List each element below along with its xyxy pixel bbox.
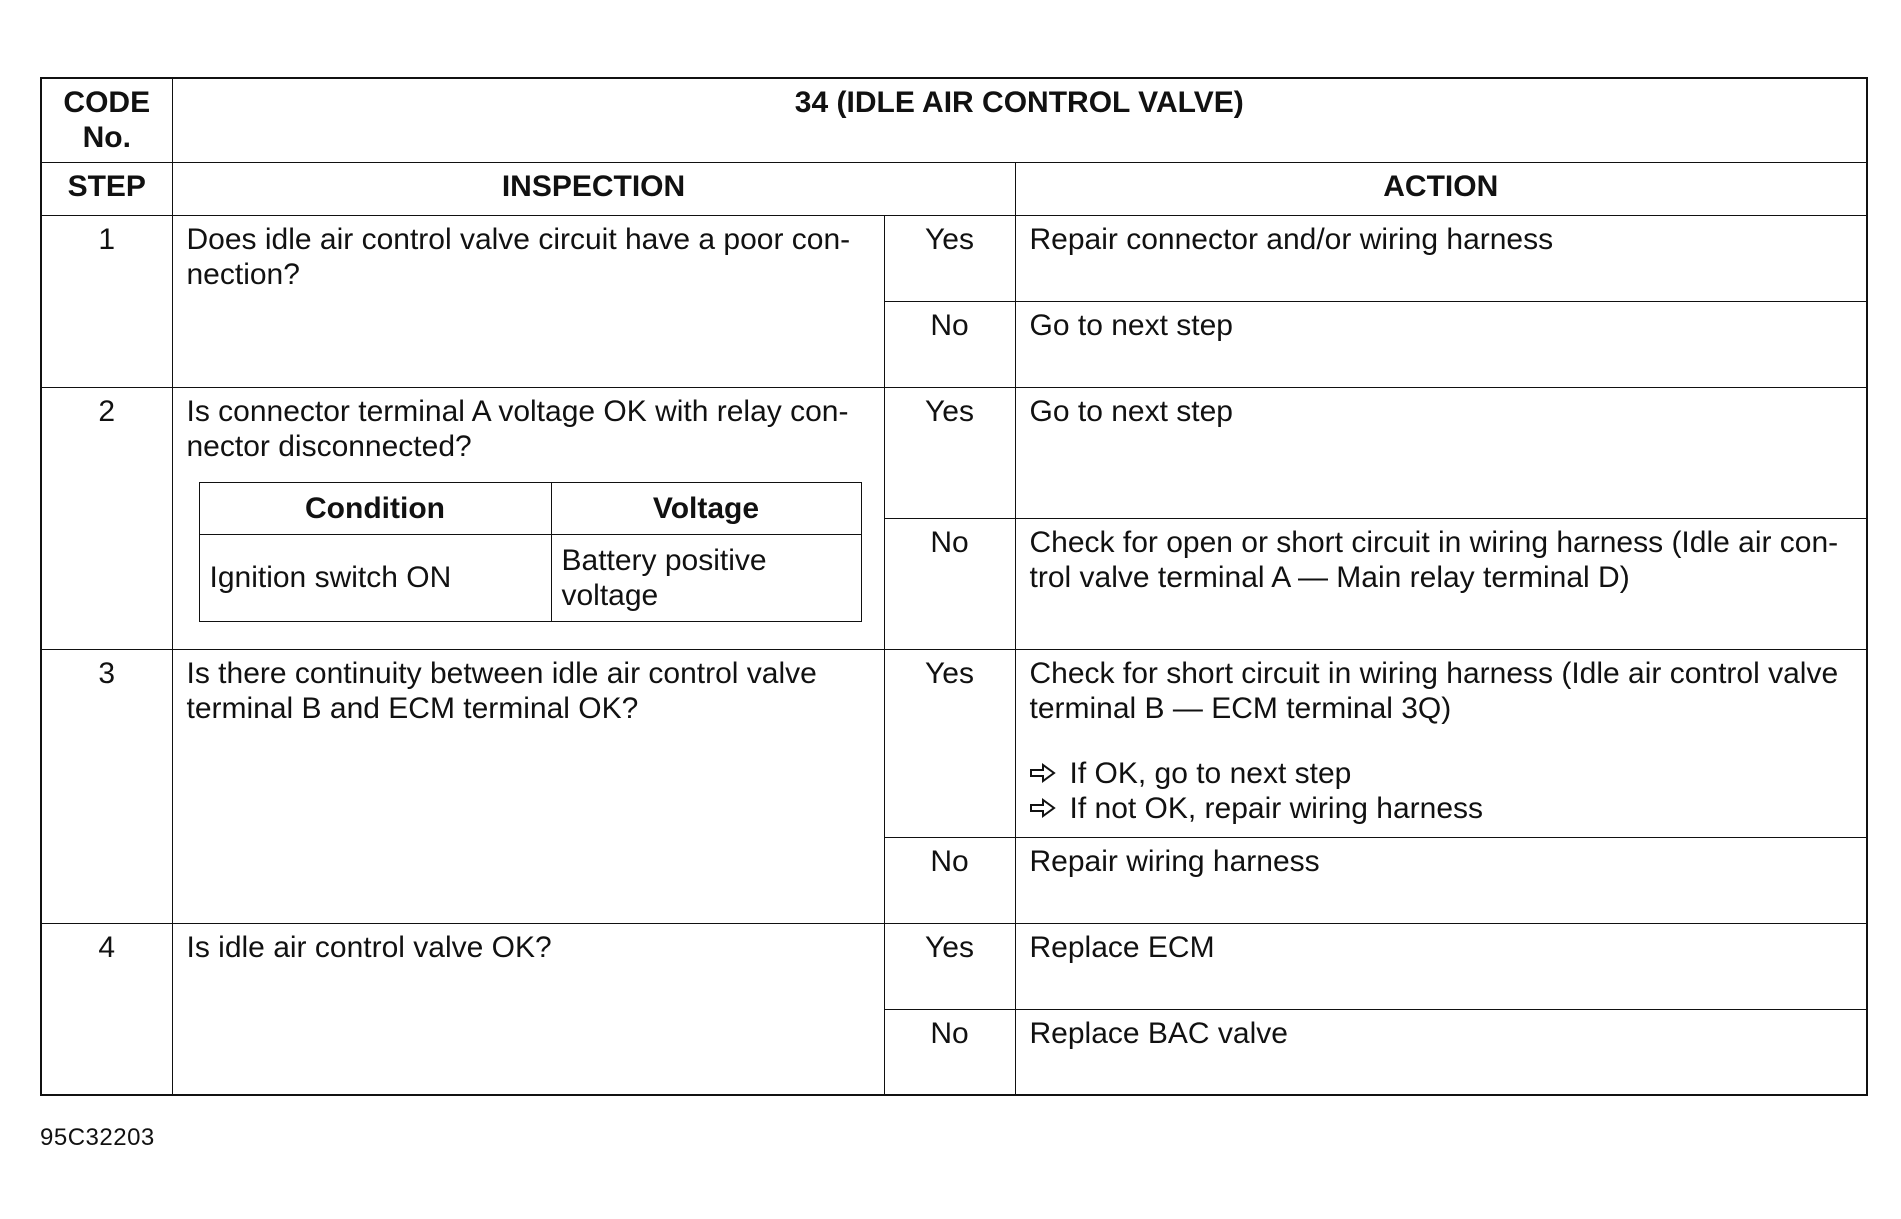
code-row — [41, 78, 1867, 162]
no-label: No — [884, 301, 1015, 387]
inspection-question: Is there continuity between idle air control valve terminal B and ECM terminal OK? — [172, 649, 884, 923]
diagnostic-table-sheet — [40, 77, 1866, 1096]
yes-action: Repair connector and/or wiring harness — [1015, 215, 1867, 301]
inspection-question: Is idle air control valve OK? — [172, 923, 884, 1095]
inspection-cell — [172, 387, 884, 649]
yes-action: Replace ECM — [1015, 923, 1867, 1009]
no-label: No — [884, 518, 1015, 649]
yes-action: Go to next step — [1015, 387, 1867, 518]
code-number-label: CODE No. — [41, 78, 172, 162]
step-number: 1 — [41, 215, 172, 387]
inspection-column-header: INSPECTION — [172, 162, 1015, 215]
action-column-header: ACTION — [1015, 162, 1867, 215]
step-3-yes-row — [41, 649, 1867, 837]
hollow-right-arrow-icon — [1030, 798, 1056, 818]
voltage-header: Voltage — [551, 482, 861, 534]
subaction-text: If not OK, repair wiring harness — [1069, 791, 1484, 825]
yes-label: Yes — [884, 923, 1015, 1009]
yes-label: Yes — [884, 215, 1015, 301]
step-column-header: STEP — [41, 162, 172, 215]
step-number: 2 — [41, 387, 172, 649]
condition-voltage-table — [199, 482, 862, 622]
step-number: 3 — [41, 649, 172, 923]
no-action: Go to next step — [1015, 301, 1867, 387]
yes-action: Check for short circuit in wiring harness (Idle air control valve terminal B — ECM terminal 3Q) — [1029, 656, 1839, 725]
subaction-text: If OK, go to next step — [1069, 756, 1352, 790]
diagnostic-table — [40, 77, 1868, 1096]
step-number: 4 — [41, 923, 172, 1095]
inspection-question: Is connector terminal A voltage OK with relay con-nector disconnected? — [186, 394, 849, 463]
yes-label: Yes — [884, 387, 1015, 518]
step-4-yes-row — [41, 923, 1867, 1009]
inspection-question: Does idle air control valve circuit have a poor con-nection? — [172, 215, 884, 387]
no-action: Repair wiring harness — [1015, 837, 1867, 923]
voltage-value: Battery positive voltage — [561, 543, 767, 612]
yes-label: Yes — [884, 649, 1015, 837]
subaction-line — [1030, 756, 1853, 791]
no-label: No — [884, 1009, 1015, 1095]
step-2-yes-row — [41, 387, 1867, 518]
no-action: Replace BAC valve — [1015, 1009, 1867, 1095]
yes-action-cell — [1015, 649, 1867, 837]
no-action: Check for open or short circuit in wiring harness (Idle air con-trol valve terminal A — Main relay terminal D) — [1015, 518, 1867, 649]
condition-header: Condition — [199, 482, 551, 534]
no-label: No — [884, 837, 1015, 923]
hollow-right-arrow-icon — [1030, 763, 1056, 783]
code-title: 34 (IDLE AIR CONTROL VALVE) — [172, 78, 1867, 162]
step-1-yes-row — [41, 215, 1867, 301]
column-header-row — [41, 162, 1867, 215]
subaction-line — [1030, 791, 1853, 826]
figure-code: 95C32203 — [40, 1124, 155, 1151]
condition-value: Ignition switch ON — [199, 534, 551, 621]
